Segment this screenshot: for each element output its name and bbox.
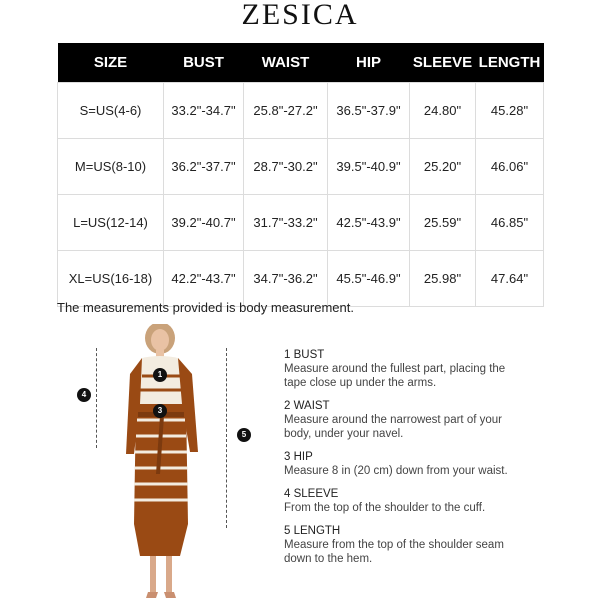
header-length: LENGTH — [476, 43, 544, 83]
header-sleeve: SLEEVE — [410, 43, 476, 83]
model-leg-right — [166, 556, 172, 592]
guide-item-waist — [284, 399, 514, 441]
guide-title: 1 BUST — [284, 349, 325, 361]
guide-desc: Measure around the fullest part, placing the tape close up under the arms. — [284, 363, 506, 389]
size-chart-table — [57, 43, 544, 307]
model-illustration — [120, 324, 210, 600]
model-face — [151, 329, 169, 351]
cell-hip: 36.5"-37.9" — [328, 83, 410, 139]
table-row — [58, 195, 544, 251]
cell-size: XL=US(16-18) — [58, 251, 164, 307]
guide-item-length — [284, 524, 514, 566]
cell-bust: 42.2"-43.7" — [164, 251, 244, 307]
bust-marker: 1 — [153, 368, 167, 382]
sleeve-marker: 4 — [77, 388, 91, 402]
guide-item-sleeve — [284, 487, 514, 515]
cell-bust: 33.2"-34.7" — [164, 83, 244, 139]
length-marker: 5 — [237, 428, 251, 442]
guide-title: 3 HIP — [284, 451, 313, 463]
guide-title: 5 LENGTH — [284, 525, 341, 537]
table-header-row — [58, 43, 544, 83]
measurement-guide — [284, 348, 514, 575]
guide-desc: Measure around the narrowest part of your body, under your navel. — [284, 414, 502, 440]
cell-waist: 25.8"-27.2" — [244, 83, 328, 139]
cell-sleeve: 25.98" — [410, 251, 476, 307]
cell-length: 47.64" — [476, 251, 544, 307]
cell-sleeve: 25.59" — [410, 195, 476, 251]
guide-title: 2 WAIST — [284, 400, 330, 412]
model-leg-left — [150, 556, 156, 592]
length-guide-line — [226, 348, 227, 528]
header-hip: HIP — [328, 43, 410, 83]
measurement-note: The measurements provided is body measurement. — [57, 300, 354, 315]
header-bust: BUST — [164, 43, 244, 83]
cell-size: L=US(12-14) — [58, 195, 164, 251]
cell-hip: 42.5"-43.9" — [328, 195, 410, 251]
guide-item-hip — [284, 450, 514, 478]
hip-marker: 3 — [153, 404, 167, 418]
cell-sleeve: 25.20" — [410, 139, 476, 195]
cell-length: 46.06" — [476, 139, 544, 195]
table-row — [58, 139, 544, 195]
guide-desc: Measure 8 in (20 cm) down from your waist. — [284, 465, 508, 477]
brand-logo: ZESICA — [241, 0, 359, 31]
cell-waist: 31.7"-33.2" — [244, 195, 328, 251]
guide-title: 4 SLEEVE — [284, 488, 339, 500]
sleeve-guide-line — [96, 348, 97, 448]
cell-length: 46.85" — [476, 195, 544, 251]
header-size: SIZE — [58, 43, 164, 83]
cell-bust: 36.2"-37.7" — [164, 139, 244, 195]
cell-hip: 39.5"-40.9" — [328, 139, 410, 195]
model-shoe-right — [164, 592, 176, 598]
guide-desc: Measure from the top of the shoulder seam down to the hem. — [284, 539, 504, 565]
table-row — [58, 83, 544, 139]
table-row — [58, 251, 544, 307]
cell-size: M=US(8-10) — [58, 139, 164, 195]
cell-waist: 34.7"-36.2" — [244, 251, 328, 307]
cell-sleeve: 24.80" — [410, 83, 476, 139]
cell-hip: 45.5"-46.9" — [328, 251, 410, 307]
cell-length: 45.28" — [476, 83, 544, 139]
cell-bust: 39.2"-40.7" — [164, 195, 244, 251]
guide-desc: From the top of the shoulder to the cuff. — [284, 502, 486, 514]
cell-size: S=US(4-6) — [58, 83, 164, 139]
cell-waist: 28.7"-30.2" — [244, 139, 328, 195]
guide-item-bust — [284, 348, 514, 390]
model-shoe-left — [146, 592, 158, 598]
header-waist: WAIST — [244, 43, 328, 83]
